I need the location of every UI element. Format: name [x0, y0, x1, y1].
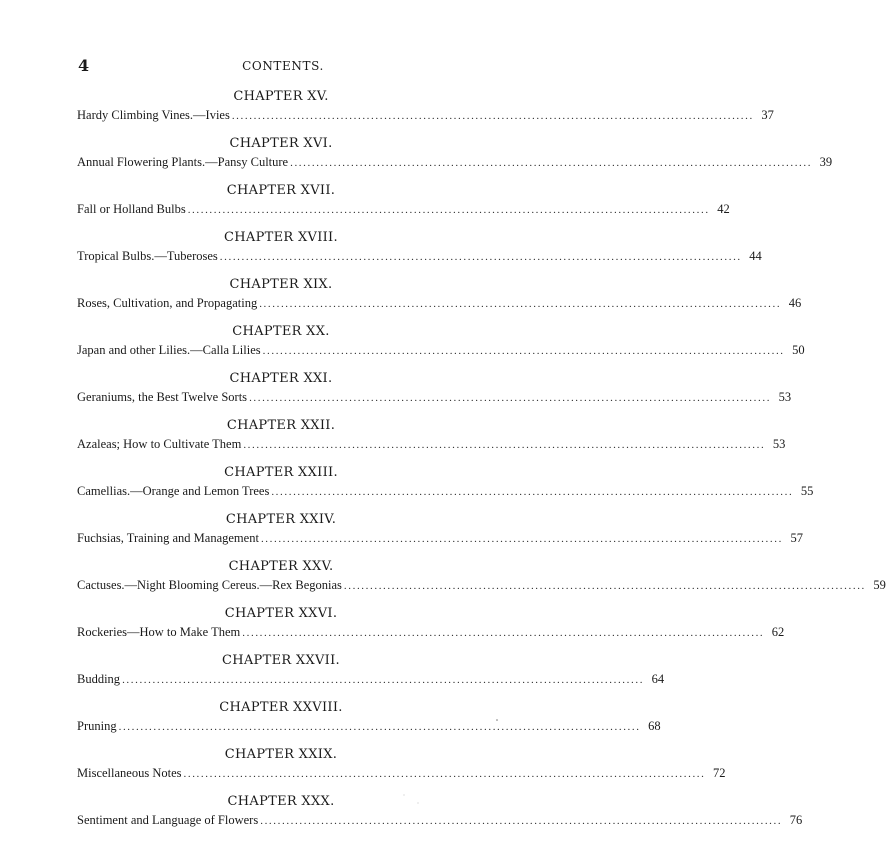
- chapter-page-number: 55: [800, 484, 814, 498]
- dot-leader: ........................................................................................................................: [183, 768, 706, 780]
- chapter-heading: CHAPTER XVII.: [226, 183, 336, 198]
- chapter-heading: CHAPTER XXIV.: [225, 512, 337, 527]
- chapter-title: Budding: [77, 672, 121, 686]
- speck: [418, 803, 419, 804]
- chapter-heading: CHAPTER XXVI.: [224, 606, 338, 621]
- dot-leader: ........................................................................................................................: [231, 110, 754, 122]
- chapter-heading: CHAPTER XXII.: [226, 418, 336, 433]
- chapter-page-number: 76: [789, 813, 803, 827]
- chapter-page-number: 64: [651, 672, 665, 686]
- chapter-title: Sentiment and Language of Flowers: [77, 813, 259, 827]
- chapter-page-number: 42: [717, 202, 730, 216]
- chapter-title: Rockeries—How to Make Them: [77, 625, 241, 639]
- chapter-page-number: 46: [788, 296, 802, 310]
- chapter-page-number: 53: [778, 390, 792, 404]
- chapter-title: Pruning: [77, 719, 117, 733]
- page-number: 4: [78, 56, 90, 75]
- chapter-page-number: 59: [873, 578, 886, 592]
- dot-leader: ........................................................................................................................: [219, 251, 742, 263]
- chapter-page-number: 37: [761, 108, 774, 122]
- chapter-title: Tropical Bulbs.—Tuberoses: [77, 249, 218, 263]
- dot-leader: ........................................................................................................................: [118, 721, 641, 733]
- dot-leader: ........................................................................................................................: [122, 674, 645, 686]
- chapter-title: Cactuses.—Night Blooming Cereus.—Rex Begonias: [77, 578, 342, 592]
- chapter-page-number: 44: [749, 249, 762, 263]
- chapter-heading: CHAPTER XX.: [232, 324, 330, 339]
- chapter-heading: CHAPTER XXX.: [227, 794, 335, 809]
- chapter-title: Miscellaneous Notes: [77, 766, 182, 780]
- dot-leader: ........................................................................................................................: [242, 627, 765, 639]
- chapter-title: Roses, Cultivation, and Propagating: [77, 296, 258, 310]
- dot-leader: ........................................................................................................................: [343, 580, 866, 592]
- chapter-heading: CHAPTER XXI.: [229, 371, 333, 386]
- dot-leader: ........................................................................................................................: [249, 392, 772, 404]
- chapter-heading: CHAPTER XXVII.: [221, 653, 340, 668]
- dot-leader: ........................................................................................................................: [290, 157, 813, 169]
- speck: [496, 719, 498, 721]
- chapter-page-number: 68: [648, 719, 661, 733]
- dot-leader: ........................................................................................................................: [259, 298, 782, 310]
- chapter-page-number: 62: [771, 625, 785, 639]
- chapter-heading: CHAPTER XXIII.: [224, 465, 338, 480]
- chapter-heading: CHAPTER XVI.: [229, 136, 333, 151]
- dot-leader: ........................................................................................................................: [260, 533, 783, 545]
- chapter-heading: CHAPTER XIX.: [229, 277, 333, 292]
- chapter-heading: CHAPTER XXV.: [228, 559, 334, 574]
- chapter-title: Camellias.—Orange and Lemon Trees: [77, 484, 270, 498]
- chapter-page-number: 50: [792, 343, 805, 357]
- chapter-page-number: 53: [772, 437, 786, 451]
- chapter-page-number: 72: [713, 766, 726, 780]
- dot-leader: ........................................................................................................................: [243, 439, 766, 451]
- chapter-title: Geraniums, the Best Twelve Sorts: [77, 390, 248, 404]
- speck: [404, 795, 405, 796]
- dot-leader: ........................................................................................................................: [187, 204, 710, 216]
- chapter-title: Azaleas; How to Cultivate Them: [77, 437, 242, 451]
- chapter-heading: CHAPTER XXVIII.: [219, 700, 343, 715]
- dot-leader: ........................................................................................................................: [271, 486, 794, 498]
- chapter-title: Fuchsias, Training and Management: [77, 531, 259, 545]
- chapter-title: Annual Flowering Plants.—Pansy Culture: [77, 155, 289, 169]
- chapter-title: Fall or Holland Bulbs: [77, 202, 186, 216]
- chapter-page-number: 39: [819, 155, 833, 169]
- chapter-title: Hardy Climbing Vines.—Ivies: [77, 108, 230, 122]
- dot-leader: ........................................................................................................................: [260, 815, 783, 827]
- chapter-title: Japan and other Lilies.—Calla Lilies: [77, 343, 261, 357]
- chapter-heading: CHAPTER XVIII.: [224, 230, 338, 245]
- dot-leader: ........................................................................................................................: [262, 345, 785, 357]
- running-title: CONTENTS.: [242, 59, 324, 73]
- chapter-heading: CHAPTER XXIX.: [224, 747, 338, 762]
- chapter-page-number: 57: [790, 531, 803, 545]
- chapter-heading: CHAPTER XV.: [233, 89, 329, 104]
- speck: [81, 772, 82, 773]
